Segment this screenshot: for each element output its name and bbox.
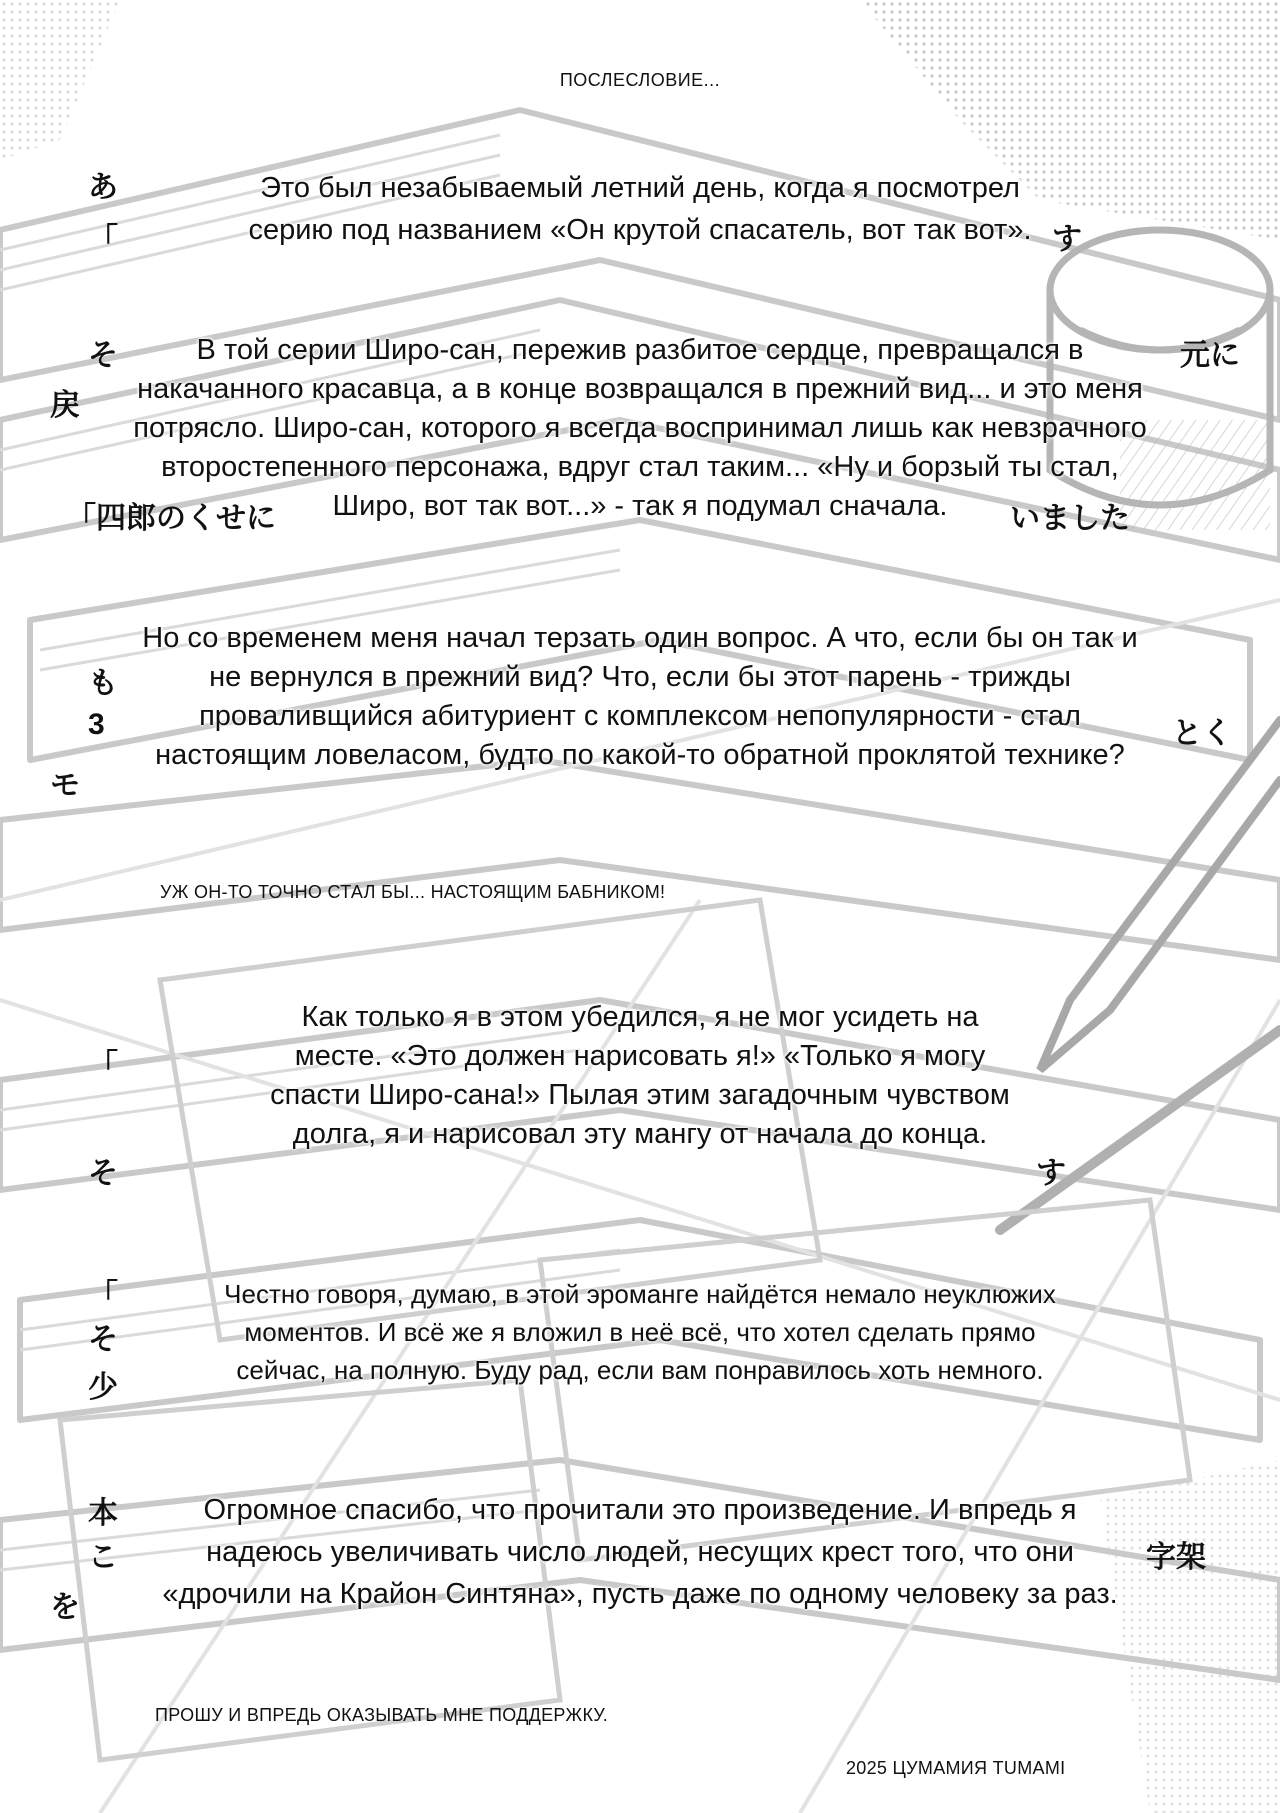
paragraph-line: сейчас, на полную. Буду рад, если вам понравилось хоть немного. <box>236 1355 1044 1385</box>
paragraph-6 <box>40 1489 1240 1615</box>
jp-fragment: そ <box>88 1323 118 1356</box>
paragraph-line: спасти Широ-сана!» Пылая этим загадочным чувством <box>270 1079 1010 1111</box>
paragraph-line: накачанного красавца, а в конце возвращался в прежний вид... и это меня <box>137 373 1143 405</box>
jp-fragment: す <box>1036 1157 1066 1190</box>
jp-fragment: あ <box>88 171 118 204</box>
paragraph-line: Это был незабываемый летний день, когда я посмотрел <box>260 172 1020 204</box>
jp-fragment: 3 <box>88 708 105 741</box>
paragraph-line: месте. «Это должен нарисовать я!» «Только я могу <box>294 1040 986 1072</box>
paragraph-4 <box>40 998 1240 1154</box>
jp-fragment: 字架 <box>1146 1541 1206 1574</box>
jp-fragment: 「 <box>88 1049 118 1082</box>
jp-fragment: とく <box>1172 717 1232 750</box>
paragraph-5 <box>40 1275 1240 1389</box>
jp-fragment: そ <box>88 1157 118 1190</box>
jp-fragment: 戻 <box>50 389 80 422</box>
jp-fragment: 「 <box>88 223 118 256</box>
jp-fragment: 少 <box>88 1371 118 1404</box>
jp-fragment: 元に <box>1180 339 1240 372</box>
paragraph-line: второстепенного персонажа, вдруг стал таким... «Ну и борзый ты стал, <box>161 451 1119 483</box>
paragraph-line: Широ, вот так вот...» - так я подумал сначала. <box>332 490 948 522</box>
paragraph-line: потрясло. Широ-сан, которого я всегда воспринимал лишь как невзрачного <box>133 412 1147 444</box>
paragraph-line: Огромное спасибо, что прочитали это произведение. И впредь я <box>203 1494 1077 1526</box>
paragraph-line: долга, я и нарисовал эту мангу от начала до конца. <box>292 1118 988 1150</box>
author-signature: 2025 ЦУМАМИЯ TUMAMI <box>846 1758 1066 1778</box>
afterword-heading: ПОСЛЕСЛОВИЕ... <box>559 70 721 90</box>
jp-fragment: こ <box>88 1541 118 1574</box>
paragraph-1 <box>40 167 1240 251</box>
jp-fragment: す <box>1052 223 1082 256</box>
jp-fragment: モ <box>50 769 80 802</box>
paragraph-line: Честно говоря, думаю, в этой эроманге найдётся немало неуклюжих <box>224 1279 1056 1309</box>
jp-fragment: 「 <box>88 1279 118 1312</box>
jp-fragment: を <box>50 1591 80 1624</box>
paragraph-line: надеюсь увеличивать число людей, несущих крест того, что они <box>206 1536 1074 1568</box>
jp-fragment: 「四郎のくせに <box>66 502 276 535</box>
paragraph-line: Но со временем меня начал терзать один вопрос. А что, если бы он так и <box>142 622 1138 654</box>
jp-fragment: そ <box>88 339 118 372</box>
paragraph-2 <box>40 331 1240 526</box>
paragraph-line: проваливщийся абитуриент с комплексом непопулярности - стал <box>199 700 1081 732</box>
paragraph-3 <box>40 619 1240 775</box>
paragraph-line: моментов. И всё же я вложил в неё всё, что хотел сделать прямо <box>244 1317 1036 1347</box>
paragraph-line: «дрочили на Крайон Синтяна», пусть даже по одному человеку за раз. <box>162 1578 1118 1610</box>
paragraph-line: серию под названием «Он крутой спасатель, вот так вот». <box>248 214 1032 246</box>
jp-fragment: 本 <box>88 1497 118 1530</box>
paragraph-line: настоящим ловеласом, будто по какой-то обратной проклятой технике? <box>155 739 1125 771</box>
jp-fragment: も <box>88 667 118 700</box>
paragraph-line: В той серии Широ-сан, пережив разбитое сердце, превращался в <box>196 334 1084 366</box>
paragraph-line: не вернулся в прежний вид? Что, если бы этот парень - трижды <box>209 661 1071 693</box>
jp-fragment: いました <box>1010 502 1130 535</box>
paragraph-line: Как только я в этом убедился, я не мог усидеть на <box>301 1001 979 1033</box>
support-caption: ПРОШУ И ВПРЕДЬ ОКАЗЫВАТЬ МНЕ ПОДДЕРЖКУ. <box>155 1705 609 1725</box>
playboy-caption: УЖ ОН-ТО ТОЧНО СТАЛ БЫ... НАСТОЯЩИМ БАБНИКОМ! <box>160 882 666 902</box>
